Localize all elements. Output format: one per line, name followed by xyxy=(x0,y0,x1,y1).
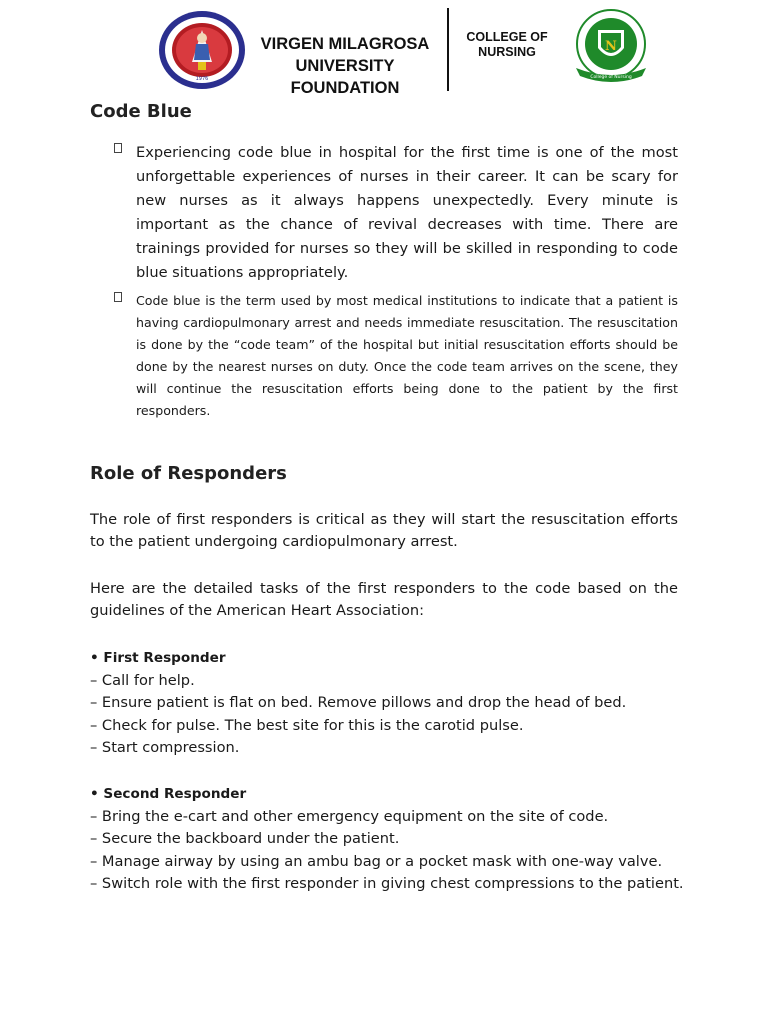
task-item: – Secure the backboard under the patient. xyxy=(90,830,400,847)
university-name xyxy=(250,33,440,93)
code-blue-bullet-list xyxy=(90,141,678,422)
task-item: – Start compression. xyxy=(90,739,240,756)
svg-text:College of Nursing: College of Nursing xyxy=(590,75,632,80)
bullet-box-icon xyxy=(114,292,122,302)
header-divider xyxy=(447,8,449,91)
svg-text:N: N xyxy=(605,39,617,54)
college-of-nursing-seal-logo xyxy=(568,8,654,86)
second-responder-tasks xyxy=(90,783,690,896)
letterhead xyxy=(0,0,768,100)
paragraph: The role of first responders is critical as they will start the resuscitation efforts to the patient undergoing cardiopulmonary arrest. xyxy=(90,511,678,550)
university-name-line: UNIVERSITY xyxy=(295,57,395,75)
bullet-text: Experiencing code blue in hospital for the first time is one of the most unforgettable experiences of nurses in their career. It can be scary for new nurses as it always happens unexpectedly. Every minute is important as the chance of revival decreases with time. There are trainings provided for nurses so they will be skilled in responding to code blue situations appropriately. xyxy=(136,144,678,281)
bullet-box-icon xyxy=(114,143,122,153)
task-item: – Manage airway by using an ambu bag or a pocket mask with one-way valve. xyxy=(90,852,663,870)
task-item: – Bring the e-cart and other emergency equipment on the site of code. xyxy=(90,807,609,825)
responder-title: • Second Responder xyxy=(90,786,247,802)
paragraph: Here are the detailed tasks of the first responders to the code based on the guidelines of the American Heart Association: xyxy=(90,580,678,619)
bullet-item xyxy=(90,290,678,422)
task-item: – Ensure patient is flat on bed. Remove pillows and drop the head of bed. xyxy=(90,694,627,711)
svg-text:1976: 1976 xyxy=(195,76,209,82)
first-responder-tasks xyxy=(90,647,690,760)
college-name-line: NURSING xyxy=(478,45,536,59)
bullet-item xyxy=(90,141,678,285)
college-name-line: COLLEGE OF xyxy=(466,30,548,44)
university-seal-logo xyxy=(158,10,246,90)
task-item: – Check for pulse. The best site for this is the carotid pulse. xyxy=(90,716,524,734)
bullet-text: Code blue is the term used by most medical institutions to indicate that a patient is having cardiopulmonary arrest and needs immediate resuscitation. The resuscitation is done by the “code team” of the hospital but initial resuscitation efforts should be done by the nearest nurses on duty. Once the code team arrives on the scene, they will continue the resuscitation efforts being done to the patient by the first responders. xyxy=(136,293,678,418)
task-item: – Call for help. xyxy=(90,671,195,689)
responder-title: • First Responder xyxy=(90,650,226,666)
college-name xyxy=(458,30,556,60)
task-item: – Switch role with the first responder in giving chest compressions to the patient. xyxy=(90,875,684,892)
section-heading-role-of-responders: Role of Responders xyxy=(90,463,287,484)
university-name-line: VIRGEN MILAGROSA xyxy=(260,35,430,53)
university-name-line: FOUNDATION xyxy=(290,79,400,93)
section-heading-code-blue: Code Blue xyxy=(90,101,192,122)
